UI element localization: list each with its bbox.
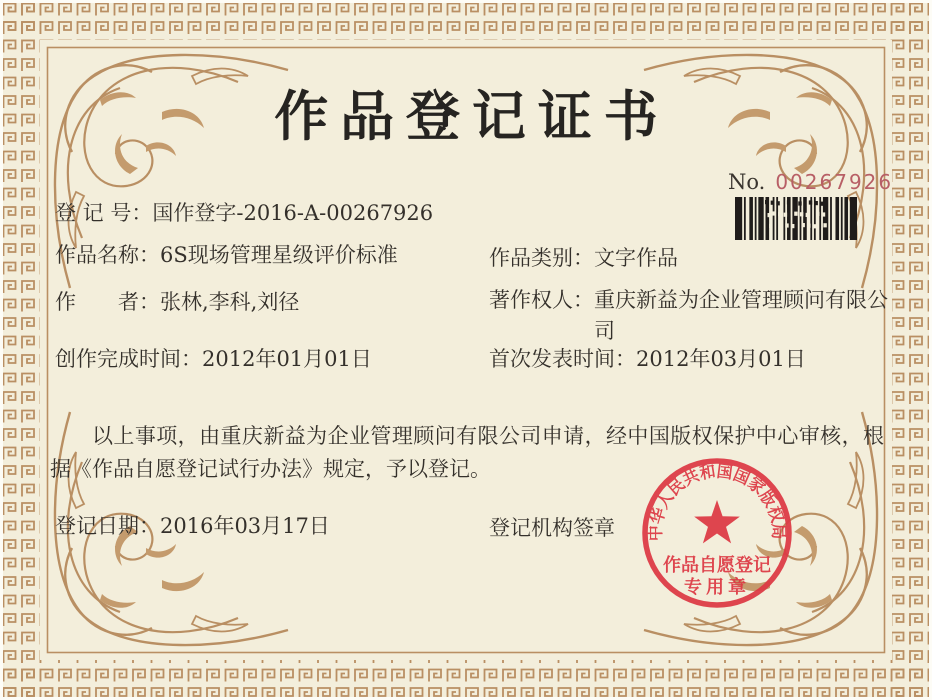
field-value: 6S现场管理星级评价标准 xyxy=(160,243,398,267)
seal-line1: 作品自愿登记 xyxy=(663,555,771,576)
field-label: 登 记 号： xyxy=(55,201,153,225)
field-label: 创作完成时间： xyxy=(55,347,202,371)
field-creation-date xyxy=(55,344,372,375)
certificate-title: 作品登记证书 xyxy=(274,84,670,148)
field-label: 作品类别： xyxy=(489,246,594,270)
field-label: 登记日期： xyxy=(55,514,160,538)
field-value: 重庆新益为企业管理顾问有限公司 xyxy=(594,288,888,343)
field-registration-number xyxy=(55,198,433,229)
serial-no-label: No. xyxy=(728,170,766,194)
field-author xyxy=(55,287,299,318)
field-label: 作品名称： xyxy=(55,243,160,267)
field-work-category xyxy=(489,243,678,274)
serial-no-value: 00267926 xyxy=(775,170,894,194)
field-first-publish-date xyxy=(489,344,806,375)
field-value: 2012年03月01日 xyxy=(636,347,806,371)
field-value: 国作登字-2016-A-00267926 xyxy=(152,201,434,225)
signature-label: 登记机构签章 xyxy=(489,516,615,540)
seal-line2: 专用章 xyxy=(684,577,750,598)
field-label: 著作权人： xyxy=(489,288,594,312)
signature-caption xyxy=(489,513,615,544)
field-value: 文字作品 xyxy=(594,246,678,270)
field-label: 作 者： xyxy=(55,290,160,314)
field-value: 2016年03月17日 xyxy=(160,514,330,538)
seal-arc-text: 中华人民共和国国家版权局 xyxy=(645,461,789,542)
field-registration-date xyxy=(55,511,330,542)
barcode xyxy=(735,197,857,240)
seal-star-icon xyxy=(694,500,740,543)
field-value: 2012年01月01日 xyxy=(202,347,372,371)
field-label: 首次发表时间： xyxy=(489,347,636,371)
registration-statement: 以上事项，由重庆新益为企业管理顾问有限公司申请，经中国版权保护中心审核，根据《作品自愿登记试行办法》规定，予以登记。 xyxy=(50,424,884,481)
serial-number-block xyxy=(728,170,893,194)
field-value: 张林,李科,刘径 xyxy=(160,290,300,314)
official-seal xyxy=(627,443,807,623)
field-copyright-owner xyxy=(489,285,894,347)
field-work-name xyxy=(55,240,398,271)
